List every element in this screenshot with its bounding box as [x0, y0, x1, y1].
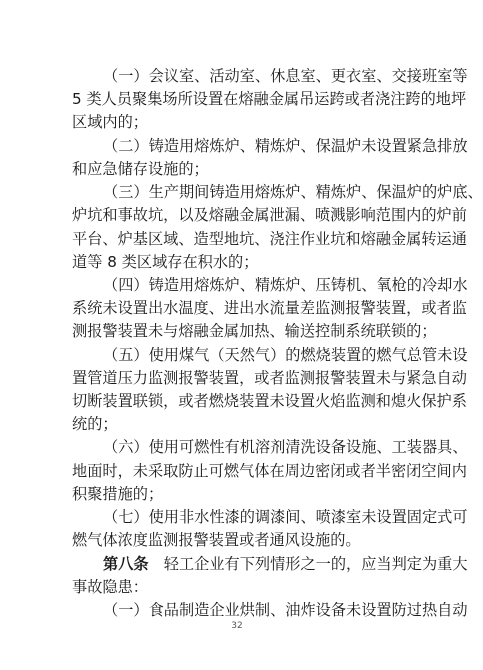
article-8-line-2: 事故隐患： [72, 578, 148, 596]
item-1-line-3: 区域内的； [72, 113, 148, 131]
item-5-line-4: 统的； [72, 415, 118, 433]
item-3-line-3: 平台、炉基区域、造型地坑、浇注作业坑和熔融金属转运通 [72, 230, 467, 248]
item-6-line-1: （六）使用可燃性有机溶剂清洗设备设施、工装器具、 [103, 438, 468, 456]
item-3-line-1: （三）生产期间铸造用熔炼炉、精炼炉、保温炉的炉底、 [103, 183, 483, 201]
article-8-text: 轻工企业有下列情形之一的，应当判定为重大 [148, 555, 468, 573]
item-4-line-3: 测报警装置未与熔融金属加热、输送控制系统联锁的； [72, 322, 437, 340]
item-5-line-3: 切断装置联锁，或者燃烧装置未设置火焰监测和熄火保护系 [72, 392, 467, 410]
article-8-line-1 [103, 554, 468, 574]
item-3-line-4: 道等 8 类区域存在积水的； [72, 253, 259, 271]
item-4-line-2: 系统未设置出水温度、进出水流量差监测报警装置，或者监 [72, 299, 467, 317]
item-7-line-1: （七）使用非水性漆的调漆间、喷漆室未设置固定式可 [103, 508, 468, 526]
item-5-line-2: 置管道压力监测报警装置，或者监测报警装置未与紧急自动 [72, 369, 467, 387]
item-5-line-1: （五）使用煤气（天然气）的燃烧装置的燃气总管未设 [103, 346, 468, 364]
item-3-line-2: 炉坑和事故坑，以及熔融金属泄漏、喷溅影响范围内的炉前 [72, 206, 467, 224]
item-1-line-2: 5 类人员聚集场所设置在熔融金属吊运跨或者浇注跨的地坪 [72, 90, 467, 108]
item-2-line-1: （二）铸造用熔炼炉、精炼炉、保温炉未设置紧急排放 [103, 137, 468, 155]
page-number: 32 [231, 621, 243, 631]
article-8-item-1-line-1: （一）食品制造企业烘制、油炸设备未设置防过热自动 [103, 601, 468, 619]
item-4-line-1: （四）铸造用熔炼炉、精炼炉、压铸机、氧枪的冷却水 [103, 276, 468, 294]
article-8-heading: 第八条 [103, 555, 149, 573]
item-6-line-2: 地面时，未采取防止可燃气体在周边密闭或者半密闭空间内 [72, 462, 467, 480]
item-2-line-2: 和应急储存设施的； [72, 160, 209, 178]
item-6-line-3: 积聚措施的； [72, 485, 164, 503]
item-7-line-2: 燃气体浓度监测报警装置或者通风设施的。 [72, 531, 361, 549]
item-1-line-1: （一）会议室、活动室、休息室、更衣室、交接班室等 [103, 67, 468, 85]
